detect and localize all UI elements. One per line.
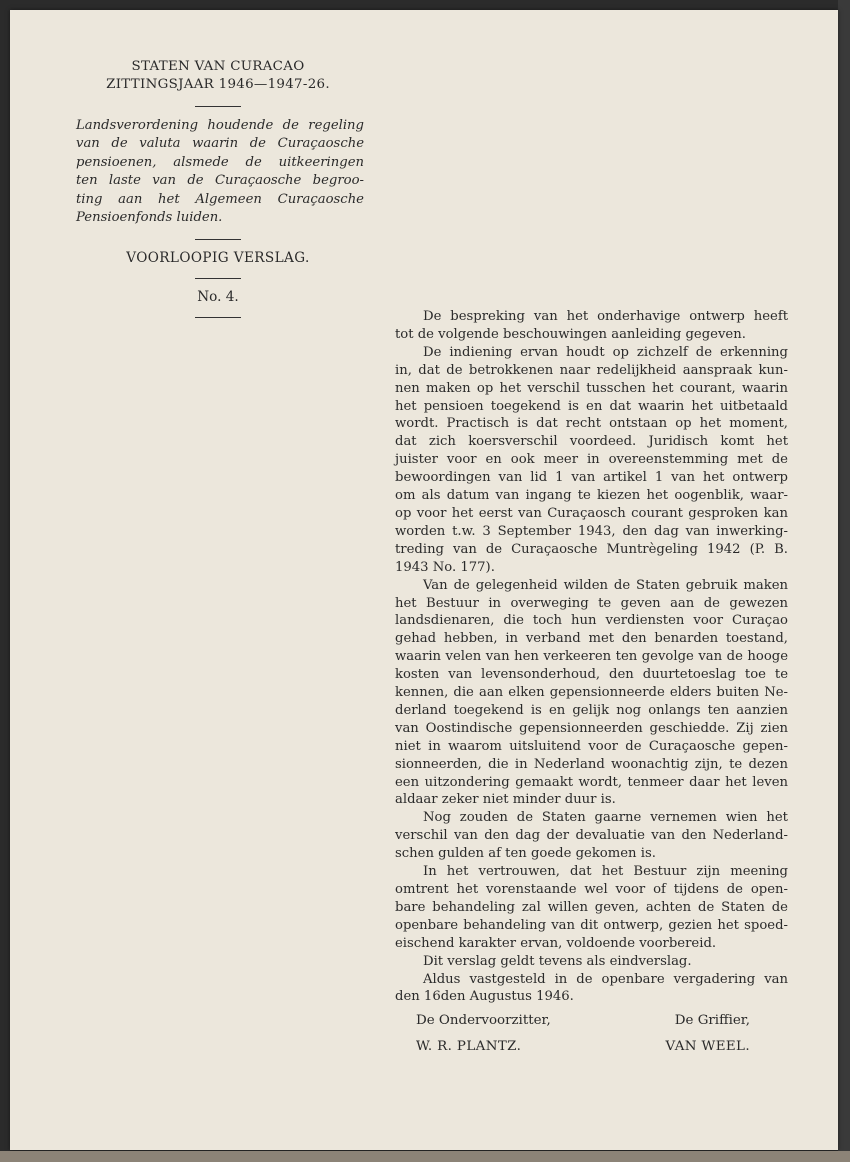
divider (195, 239, 241, 240)
body-line: kosten van levensonderhoud, den duurtetoeslag toe te (395, 667, 788, 683)
body-line: openbare behandeling van dit ontwerp, gezien het spoed- (395, 917, 788, 933)
subject-line: ten laste van de Curaçaosche begroo- (76, 173, 364, 189)
clerk-name: VAN WEEL. (665, 1039, 750, 1054)
body-line: kennen, die aan elken gepensionneerde elders buiten Ne- (395, 685, 788, 701)
body-line: waarin velen van hen verkeeren ten gevolge van de hooge (395, 649, 788, 665)
scan-background-bottom (0, 1151, 850, 1162)
scan-background-right (838, 0, 850, 1162)
body-line: aldaar zeker niet minder duur is. (395, 792, 616, 808)
divider (195, 278, 241, 279)
body-line: schen gulden af ten goede gekomen is. (395, 846, 656, 862)
body-line: dat zich koersverschil voordeed. Juridisch komt het (395, 434, 788, 450)
body-line: nen maken op het verschil tusschen het courant, waarin (395, 380, 788, 396)
body-line: tot de volgende beschouwingen aanleiding gegeven. (395, 326, 746, 342)
divider (195, 317, 241, 318)
body-line: Nog zouden de Staten gaarne vernemen wien het (423, 810, 788, 826)
body-line: om als datum van ingang te kiezen het oogenblik, waar- (395, 488, 788, 504)
body-line: het pensioen toegekend is en dat waarin het uitbetaald (395, 398, 788, 414)
body-line: De indiening ervan houdt op zichzelf de erkenning (423, 344, 788, 360)
body-line: Aldus vastgesteld in de openbare vergadering van (423, 971, 788, 987)
body-line: derland toegekend is en gelijk nog onlangs ten aanzien (395, 702, 788, 718)
body-line: juister voor en ook meer in overeenstemming met de (395, 452, 788, 468)
clerk-role: De Griffier, (674, 1013, 750, 1028)
signature-roles (416, 1008, 750, 1034)
subject-line: van de valuta waarin de Curaçaosche (76, 136, 364, 152)
body-line: het Bestuur in overweging te geven aan de gewezen (395, 595, 788, 611)
body-line: Van de gelegenheid wilden de Staten gebruik maken (423, 577, 788, 593)
signature-block (416, 1008, 750, 1060)
subject-line: Pensioenfonds luiden. (76, 210, 223, 226)
body-line: in, dat de betrokkenen naar redelijkheid aanspraak kun- (395, 362, 788, 378)
report-body (395, 308, 788, 1006)
body-line: den 16den Augustus 1946. (395, 989, 574, 1005)
assembly-title: STATEN VAN CURACAO (131, 59, 305, 74)
body-line: In het vertrouwen, dat het Bestuur zijn meening (423, 864, 788, 880)
body-line: een uitzondering gemaakt wordt, tenmeer daar het leven (395, 774, 788, 790)
body-line: wordt. Practisch is dat recht ontstaan op het moment, (395, 416, 788, 432)
session-year: ZITTINGSJAAR 1946—1947-26. (106, 77, 330, 92)
body-line: sionneerden, die in Nederland woonachtig zijn, te dezen (395, 756, 788, 772)
body-line: Dit verslag geldt tevens als eindverslag. (423, 953, 692, 969)
report-title: VOORLOOPIG VERSLAG. (126, 250, 310, 267)
body-line: bare behandeling zal willen geven, achten de Staten de (395, 899, 788, 915)
body-line: verschil van den dag der devaluatie van den Nederland- (395, 828, 788, 844)
subject-line: ting aan het Algemeen Curaçaosche (76, 191, 364, 207)
body-line: van Oostindische gepensionneerden geschiedde. Zij zien (395, 720, 788, 736)
divider (195, 106, 241, 107)
body-line: treding van de Curaçaosche Muntrègeling 1942 (P. B. (395, 541, 788, 557)
body-line: De bespreking van het onderhavige ontwerp heeft (423, 309, 788, 324)
body-line: worden t.w. 3 September 1943, den dag van inwerking- (395, 523, 788, 539)
ordinance-subject (76, 117, 364, 227)
report-number: No. 4. (197, 289, 239, 306)
body-line: bewoordingen van lid 1 van artikel 1 van het ontwerp (395, 470, 788, 486)
body-line: landsdienaren, die toch hun verdiensten voor Curaçao (395, 613, 788, 629)
signature-names (416, 1034, 750, 1060)
body-line: eischend karakter ervan, voldoende voorbereid. (395, 935, 717, 951)
subject-line: pensioenen, alsmede de uitkeeringen (76, 154, 364, 170)
body-line: 1943 No. 177). (395, 559, 495, 575)
body-line: niet in waarom uitsluitend voor de Curaçaosche gepen- (395, 738, 788, 754)
body-line: op voor het eerst van Curaçaosch courant gesproken kan (395, 505, 788, 521)
vice-chair-name: W. R. PLANTZ. (416, 1039, 522, 1054)
document-heading-column (66, 58, 370, 328)
body-line: gehad hebben, in verband met den benarden toestand, (395, 631, 788, 647)
subject-line: Landsverordening houdende de regeling (76, 118, 364, 133)
body-line: omtrent het vorenstaande wel voor of tijdens de open- (395, 882, 788, 897)
vice-chair-role: De Ondervoorzitter, (416, 1013, 551, 1028)
